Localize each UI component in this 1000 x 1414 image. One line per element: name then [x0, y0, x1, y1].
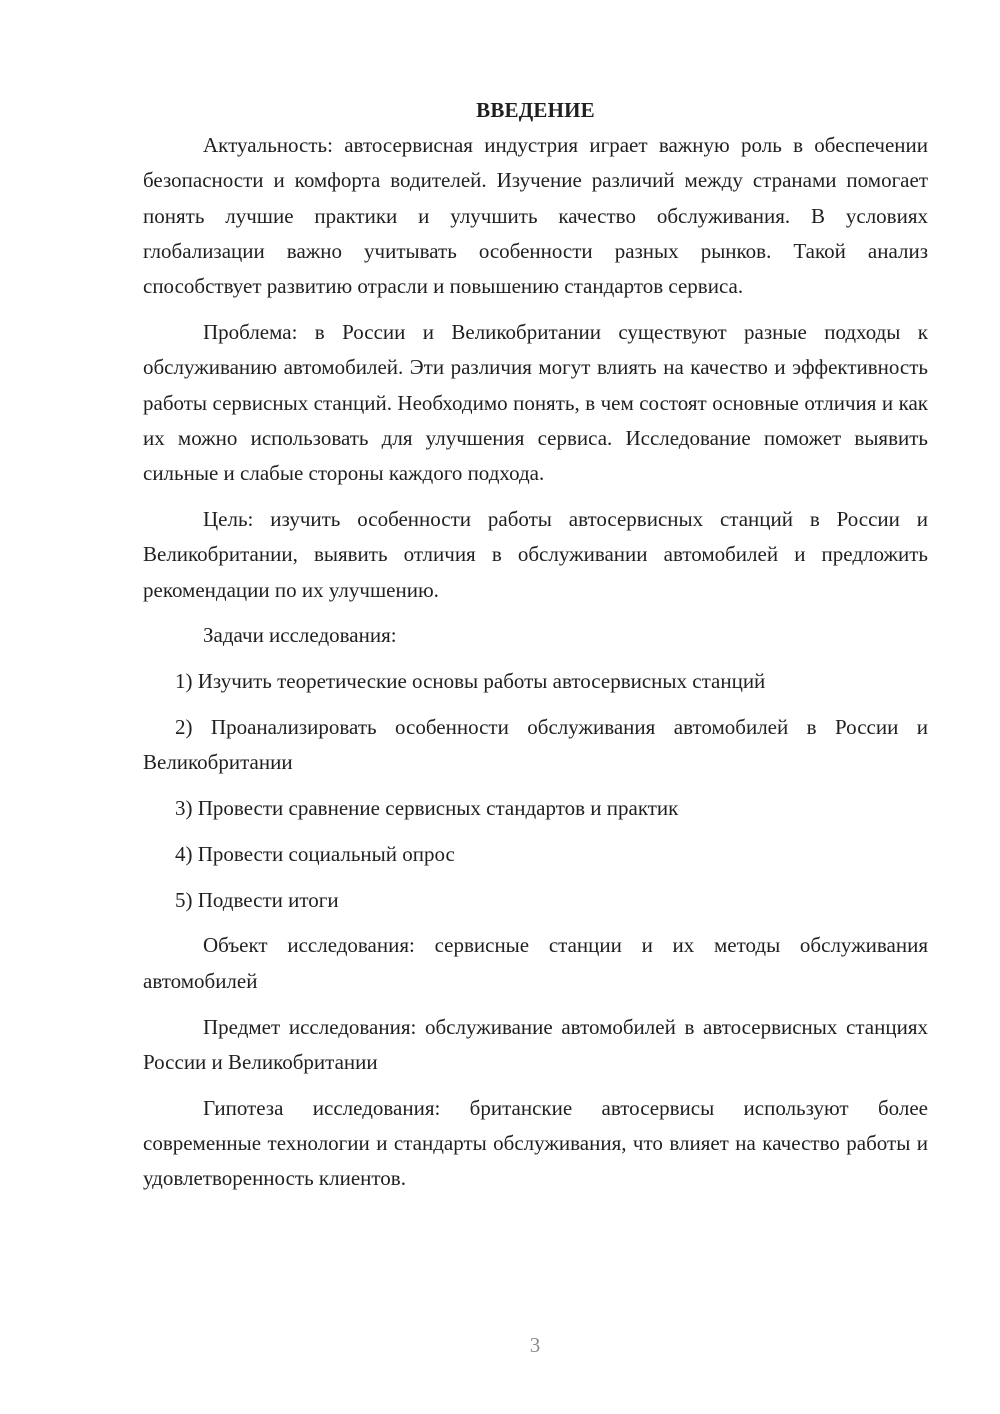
task-item-5: 5) Подвести итоги: [175, 887, 339, 912]
page-content: [143, 93, 928, 1207]
page-number: 3: [529, 1333, 541, 1357]
task-item-4: 4) Провести социальный опрос: [175, 841, 455, 866]
problem-paragraph: Проблема: в России и Великобритании существуют разные подходы к обслуживанию автомобилей. Эти различия могут влиять на качество и эффективность работы сервисных станций. Необходимо понять, в чем состоят основные отличия и как их можно использовать для улучшения сервиса. Исследование поможет выявить сильные и слабые стороны каждого подхода.: [143, 319, 928, 486]
task-item-1: 1) Изучить теоретические основы работы автосервисных станций: [175, 669, 766, 694]
subject-paragraph: Предмет исследования: обслуживание автомобилей в автосервисных станциях России и Великобритании: [143, 1014, 928, 1074]
section-heading: ВВЕДЕНИЕ: [476, 98, 595, 122]
object-paragraph: Объект исследования: сервисные станции и их методы обслуживания автомобилей: [143, 933, 928, 993]
task-item-3: 3) Провести сравнение сервисных стандартов и практик: [175, 796, 679, 821]
tasks-title: Задачи исследования:: [203, 623, 397, 648]
hypothesis-paragraph: Гипотеза исследования: британские автосервисы используют более современные технологии и стандарты обслуживания, что влияет на качество работы и удовлетворенность клиентов.: [143, 1095, 928, 1191]
task-item-2: 2) Проанализировать особенности обслуживания автомобилей в России и Великобритании: [143, 714, 928, 775]
goal-paragraph: Цель: изучить особенности работы автосервисных станций в России и Великобритании, выявить отличия в обслуживании автомобилей и предложить рекомендации по их улучшению.: [143, 506, 928, 602]
relevance-paragraph: Актуальность: автосервисная индустрия играет важную роль в обеспечении безопасности и комфорта водителей. Изучение различий между странами помогает понять лучшие практики и улучшить качество обслуживания. В условиях глобализации важно учитывать особенности разных рынков. Такой анализ способствует развитию отрасли и повышению стандартов сервиса.: [143, 133, 928, 299]
